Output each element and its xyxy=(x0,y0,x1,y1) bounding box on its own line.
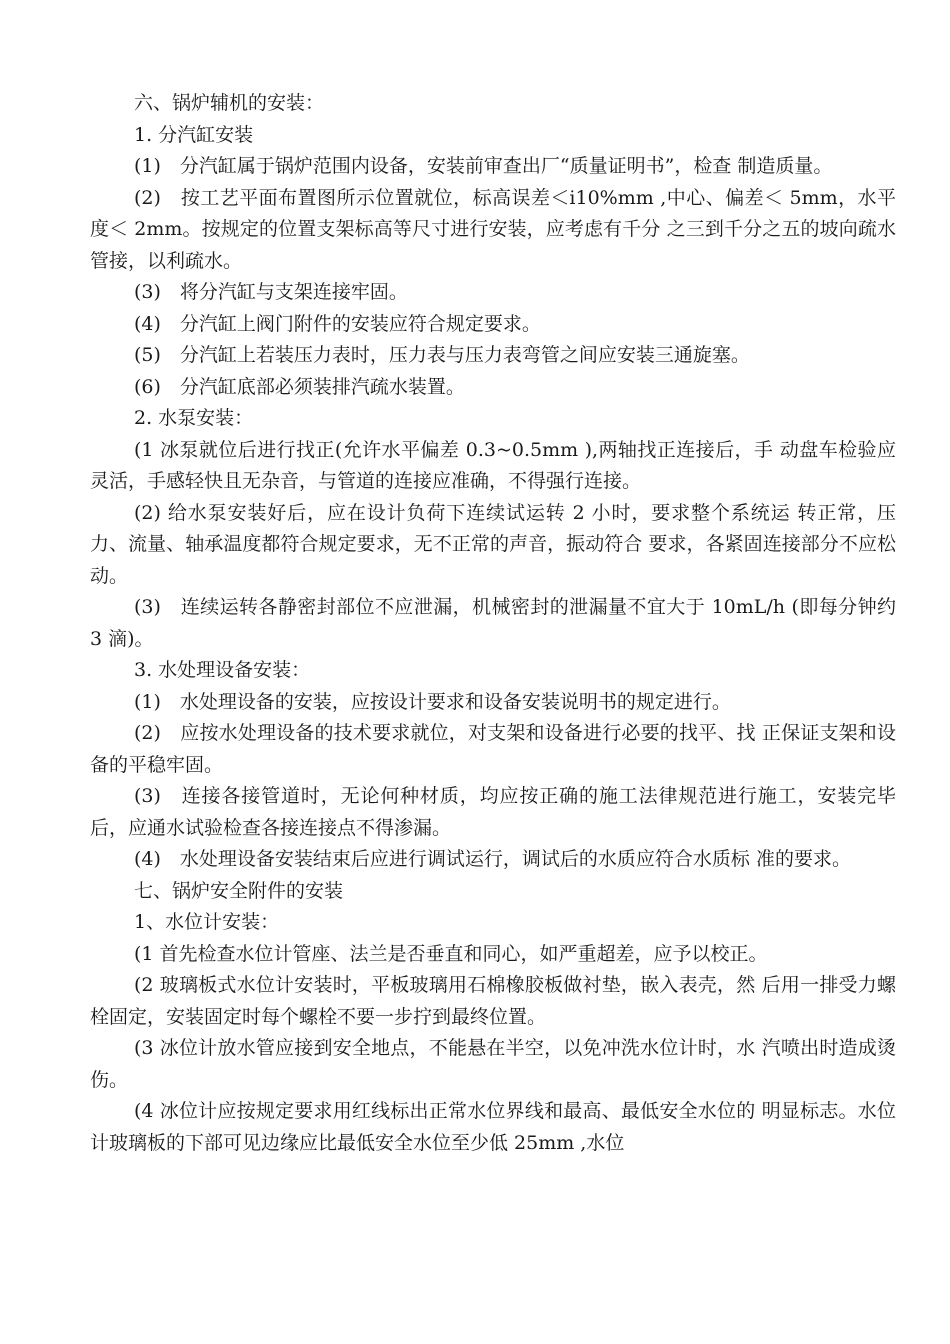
paragraph: (3) 连续运转各静密封部位不应泄漏，机械密封的泄漏量不宜大于 10mL/h (即每分钟约 3 滴)。 xyxy=(90,596,896,650)
paragraph: (4) 水处理设备安装结束后应进行调试运行，调试后的水质应符合水质标 准的要求。 xyxy=(134,848,851,870)
subsection-heading-water-pump: 2. 水泵安装： xyxy=(134,407,254,429)
subsection-heading-water-level-gauge: 1、水位计安装： xyxy=(134,911,280,933)
paragraph: (6) 分汽缸底部必须装排汽疏水装置。 xyxy=(134,375,465,398)
section-heading-boiler-auxiliary: 六、锅炉辅机的安装： xyxy=(134,92,325,114)
paragraph: (3) 连接各接管道时，无论何种材质，均应按正确的施工法律规范进行施工，安装完毕后，应通水试验检查各接连接点不得渗漏。 xyxy=(90,785,896,839)
paragraph: (2) 应按水处理设备的技术要求就位，对支架和设备进行必要的找平、找 正保证支架和设备的平稳牢固。 xyxy=(90,722,896,776)
paragraph: (2) 给水泵安装好后，应在设计负荷下连续试运转 2 小时，要求整个系统运 转正常，压力、流量、轴承温度都符合规定要求，无不正常的声音，振动符合 要求，各紧固连接部分不应松动。 xyxy=(90,501,896,587)
paragraph: (2) 按工艺平面布置图所示位置就位，标高误差＜i10%mm ,中心、偏差＜ 5mm，水平度＜ 2mm。按规定的位置支架标高等尺寸进行安装，应考虑有千分 之三到千分之五的坡向疏水管接，以利疏水。 xyxy=(90,186,896,272)
paragraph: (4) 分汽缸上阀门附件的安装应符合规定要求。 xyxy=(134,312,541,335)
subsection-heading-steam-header: 1. 分汽缸安装 xyxy=(134,123,254,146)
paragraph: (5) 分汽缸上若装压力表时，压力表与压力表弯管之间应安装三通旋塞。 xyxy=(134,344,750,366)
section-heading-safety-accessories: 七、锅炉安全附件的安装 xyxy=(134,879,344,902)
paragraph: (4 冰位计应按规定要求用红线标出正常水位界线和最高、最低安全水位的 明显标志。水位计玻璃板的下部可见边缘应比最低安全水位至少低 25mm ,水位 xyxy=(90,1100,896,1154)
paragraph: (1) 水处理设备的安装，应按设计要求和设备安装说明书的规定进行。 xyxy=(134,690,731,713)
paragraph: (1) 分汽缸属于锅炉范围内设备，安装前审查出厂“质量证明书”，检查 制造质量。 xyxy=(134,155,833,177)
document-body xyxy=(90,88,896,1159)
paragraph: (1 冰泵就位后进行找正(允许水平偏差 0.3~0.5mm ),两轴找正连接后，手 动盘车检验应灵活，手感轻快且无杂音，与管道的连接应准确，不得强行连接。 xyxy=(90,438,896,492)
subsection-heading-water-treatment: 3. 水处理设备安装： xyxy=(134,659,311,681)
paragraph: (3 冰位计放水管应接到安全地点，不能悬在半空，以免冲洗水位计时，水 汽喷出时造成烫伤。 xyxy=(90,1037,896,1091)
paragraph: (3) 将分汽缸与支架连接牢固。 xyxy=(134,281,408,303)
paragraph: (1 首先检查水位计管座、法兰是否垂直和同心，如严重超差，应予以校正。 xyxy=(134,942,768,965)
paragraph: (2 玻璃板式水位计安装时，平板玻璃用石棉橡胶板做衬垫，嵌入表壳，然 后用一排受力螺栓固定，安装固定时每个螺栓不要一步拧到最终位置。 xyxy=(90,974,896,1028)
